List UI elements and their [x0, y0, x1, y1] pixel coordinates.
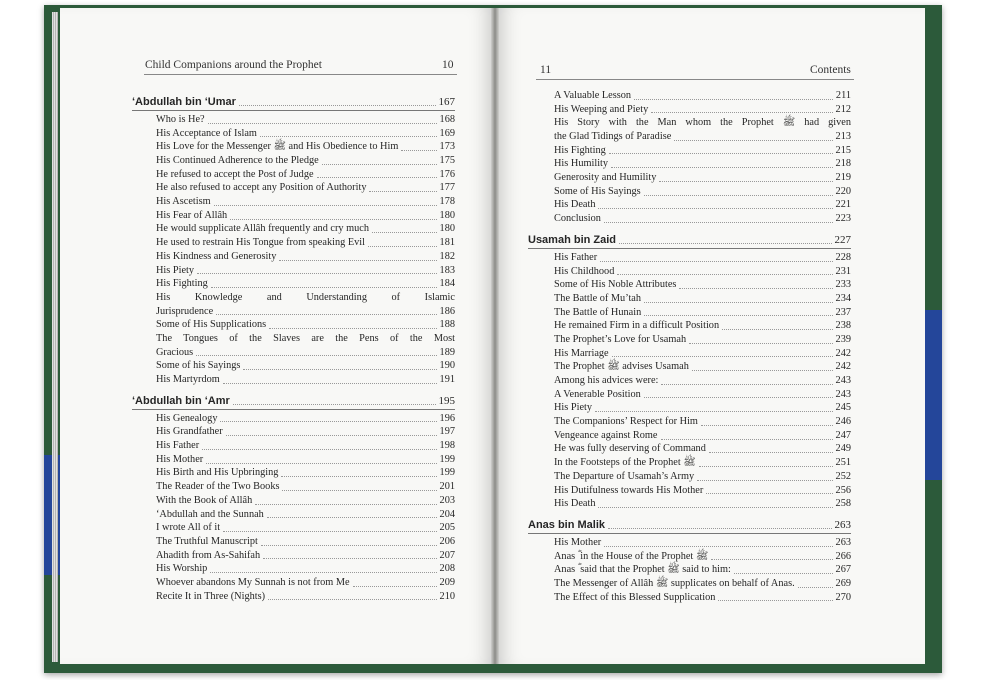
entry-title: With the Book of Allâh — [156, 494, 253, 506]
dot-leader — [261, 545, 437, 546]
cover-band — [922, 310, 942, 480]
toc-entry — [528, 347, 851, 361]
entry-title: His Continued Adherence to the Pledge — [156, 155, 319, 167]
dot-leader — [600, 261, 832, 262]
entry-title-line: His Knowledge and Understanding of Islamic — [156, 291, 455, 303]
dot-leader — [197, 273, 437, 274]
dot-leader — [692, 370, 833, 371]
toc-entry — [528, 157, 851, 171]
entry-page: 198 — [439, 440, 455, 452]
toc-column-right — [528, 89, 851, 604]
entry-title: ‘Abdullah and the Sunnah — [156, 508, 264, 520]
entry-title: His Grandfather — [156, 426, 223, 438]
entry-page: 190 — [439, 360, 455, 372]
toc-entry — [132, 549, 455, 563]
entry-page: 197 — [439, 426, 455, 438]
entry-page: 196 — [439, 412, 455, 424]
dot-leader — [644, 397, 833, 398]
toc-entry — [132, 535, 455, 549]
toc-entry — [132, 305, 455, 319]
dot-leader — [267, 517, 437, 518]
dot-leader — [255, 504, 436, 505]
toc-entry — [528, 563, 851, 577]
entry-page: 233 — [835, 279, 851, 291]
entry-page: 231 — [835, 265, 851, 277]
entry-title: Anas ؓ in the House of the Prophet ﷺ — [554, 550, 709, 562]
dot-leader — [196, 355, 436, 356]
toc-entry — [132, 346, 455, 360]
toc-column-left — [132, 88, 455, 603]
toc-entry — [528, 306, 851, 320]
dot-leader — [617, 274, 832, 275]
entry-title: His Weeping and Piety — [554, 103, 649, 115]
dot-leader — [644, 195, 833, 196]
page-number: 10 — [442, 59, 454, 71]
dot-leader — [674, 140, 832, 141]
entry-title: His Fighting — [156, 278, 208, 290]
toc-entry — [528, 171, 851, 185]
entry-page: 242 — [835, 347, 851, 359]
entry-title: The Messenger of Allâh ﷺ supplicates on behalf of Anas. — [554, 577, 795, 589]
toc-entry — [528, 185, 851, 199]
dot-leader — [609, 153, 833, 154]
dot-leader — [651, 112, 832, 113]
dot-leader — [279, 260, 436, 261]
dot-leader — [401, 150, 436, 151]
entry-page: 199 — [439, 453, 455, 465]
entry-title: His Worship — [156, 563, 208, 575]
dot-leader — [372, 232, 437, 233]
entry-title: Conclusion — [554, 213, 601, 225]
toc-entry — [132, 576, 455, 590]
entry-title: His Death — [554, 199, 596, 211]
dot-leader — [598, 507, 832, 508]
entry-page: 213 — [835, 131, 851, 143]
entry-title: Some of his Sayings — [156, 360, 241, 372]
dot-leader — [317, 177, 437, 178]
entry-title: The Battle of Hunain — [554, 306, 642, 318]
dot-leader — [230, 219, 436, 220]
entry-page: 219 — [835, 172, 851, 184]
dot-leader — [718, 600, 832, 601]
entry-page: 245 — [835, 402, 851, 414]
entry-page: 243 — [835, 388, 851, 400]
entry-page: 220 — [835, 185, 851, 197]
entry-page: 234 — [835, 292, 851, 304]
dot-leader — [223, 531, 436, 532]
entry-title: His Father — [554, 251, 598, 263]
entry-page: 252 — [835, 470, 851, 482]
toc-entry — [132, 480, 455, 494]
entry-title: Gracious — [156, 346, 194, 358]
dot-leader — [595, 411, 833, 412]
dot-leader — [706, 493, 832, 494]
entry-page: 207 — [439, 549, 455, 561]
entry-page: 247 — [835, 429, 851, 441]
dot-leader — [353, 586, 437, 587]
entry-page: 206 — [439, 535, 455, 547]
toc-entry — [528, 251, 851, 265]
entry-title: His Genealogy — [156, 412, 218, 424]
toc-entry — [132, 318, 455, 332]
entry-page: 205 — [439, 522, 455, 534]
toc-entry — [132, 223, 455, 237]
dot-leader — [206, 463, 436, 464]
entry-title: He was fully deserving of Command — [554, 443, 706, 455]
entry-page: 180 — [439, 209, 455, 221]
dot-leader — [210, 572, 436, 573]
dot-leader — [369, 191, 436, 192]
entry-page: 180 — [439, 223, 455, 235]
toc-entry — [528, 212, 851, 226]
entry-page: 181 — [439, 237, 455, 249]
dot-leader — [604, 222, 833, 223]
entry-page: 242 — [835, 361, 851, 373]
dot-leader — [608, 528, 831, 529]
toc-entry — [528, 360, 851, 374]
dot-leader — [260, 136, 437, 137]
toc-entry — [528, 443, 851, 457]
toc-entry — [132, 412, 455, 426]
entry-title: His Kindness and Generosity — [156, 250, 277, 262]
entry-page: 246 — [835, 416, 851, 428]
dot-leader — [211, 287, 437, 288]
entry-title: His Fear of Allâh — [156, 209, 228, 221]
entry-page: 212 — [835, 103, 851, 115]
dot-leader — [223, 383, 437, 384]
dot-leader — [281, 476, 436, 477]
toc-entry — [528, 550, 851, 564]
toc-entry — [528, 103, 851, 117]
entry-page: 173 — [439, 141, 455, 153]
entry-title: The Reader of the Two Books — [156, 481, 280, 493]
entry-page: 178 — [439, 196, 455, 208]
entry-title: Jurisprudence — [156, 305, 214, 317]
dot-leader — [619, 243, 831, 244]
entry-page: 256 — [835, 484, 851, 496]
entry-page: 188 — [439, 319, 455, 331]
entry-page: 251 — [835, 457, 851, 469]
chapter-title: Usamah bin Zaid — [528, 233, 617, 246]
dot-leader — [220, 421, 436, 422]
entry-title: The Battle of Mu’tah — [554, 292, 642, 304]
entry-page: 184 — [439, 278, 455, 290]
dot-leader — [644, 315, 832, 316]
entry-title: Some of His Supplications — [156, 319, 267, 331]
entry-page: 228 — [835, 251, 851, 263]
toc-entry — [132, 168, 455, 182]
entry-title: I wrote All of it — [156, 522, 221, 534]
toc-entry — [528, 89, 851, 103]
toc-entry — [132, 373, 455, 387]
dot-leader — [699, 466, 833, 467]
toc-entry — [528, 591, 851, 605]
chapter-heading — [132, 94, 455, 111]
chapter-heading — [528, 232, 851, 249]
chapter-heading — [132, 393, 455, 410]
chapter-page: 263 — [834, 518, 851, 531]
entry-page: 176 — [439, 168, 455, 180]
entry-title: The Prophet ﷺ advises Usamah — [554, 361, 689, 373]
header-rule — [536, 79, 854, 80]
dot-leader — [612, 356, 833, 357]
entry-page: 199 — [439, 467, 455, 479]
entry-page: 168 — [439, 113, 455, 125]
entry-page: 267 — [835, 564, 851, 576]
entry-page: 218 — [835, 158, 851, 170]
entry-page: 269 — [835, 577, 851, 589]
toc-entry — [528, 333, 851, 347]
entry-title: Generosity and Humility — [554, 172, 657, 184]
entry-page: 249 — [835, 443, 851, 455]
running-title: Contents — [810, 64, 851, 76]
running-title: Child Companions around the Prophet — [145, 59, 322, 71]
entry-title: His Father — [156, 440, 200, 452]
chapter-title: Anas bin Malik — [528, 518, 606, 531]
toc-entry — [132, 140, 455, 154]
chapter-page: 227 — [834, 233, 851, 246]
dot-leader — [604, 546, 832, 547]
entry-title: the Glad Tidings of Paradise — [554, 131, 672, 143]
toc-entry — [528, 292, 851, 306]
entry-page: 189 — [439, 346, 455, 358]
toc-entry — [528, 319, 851, 333]
entry-title: He also refused to accept any Position of Authority — [156, 182, 367, 194]
toc-entry — [132, 209, 455, 223]
dot-leader — [202, 449, 436, 450]
entry-page: 203 — [439, 494, 455, 506]
entry-title: Anas ؓ said that the Prophet ﷺ said to him: — [554, 564, 731, 576]
chapter-heading — [528, 517, 851, 534]
entry-page: 177 — [439, 182, 455, 194]
entry-page: 210 — [439, 590, 455, 602]
toc-entry — [132, 494, 455, 508]
chapter-title: ‘Abdullah bin ‘Umar — [132, 96, 236, 108]
toc-entry — [132, 236, 455, 250]
toc-entry — [132, 277, 455, 291]
book-gutter — [491, 8, 499, 664]
entry-title: The Effect of this Blessed Supplication — [554, 591, 716, 603]
toc-entry — [132, 453, 455, 467]
dot-leader — [634, 99, 833, 100]
dot-leader — [711, 559, 832, 560]
toc-entry — [528, 415, 851, 429]
entry-title: His Dutifulness towards His Mother — [554, 484, 704, 496]
dot-leader — [282, 490, 436, 491]
entry-page: 175 — [439, 155, 455, 167]
entry-title: Who is He? — [156, 113, 205, 125]
toc-entry — [132, 127, 455, 141]
toc-entry — [528, 484, 851, 498]
dot-leader — [233, 404, 436, 405]
toc-entry — [132, 113, 455, 127]
toc-entry — [132, 467, 455, 481]
toc-entry — [528, 130, 851, 144]
entry-title-line: His Story with the Man whom the Prophet ﷺ had given — [554, 117, 851, 129]
dot-leader — [598, 208, 832, 209]
entry-title: He refused to accept the Post of Judge — [156, 168, 314, 180]
entry-page: 201 — [439, 481, 455, 493]
page-edges — [52, 12, 58, 662]
toc-entry — [132, 521, 455, 535]
toc-entry — [528, 144, 851, 158]
dot-leader — [644, 302, 833, 303]
dot-leader — [734, 573, 833, 574]
dot-leader — [661, 439, 833, 440]
dot-leader — [243, 369, 436, 370]
toc-entry — [528, 265, 851, 279]
entry-title: His Martyrdom — [156, 374, 220, 386]
entry-title: He used to restrain His Tongue from speaking Evil — [156, 237, 365, 249]
toc-entry — [132, 590, 455, 604]
toc-entry — [132, 439, 455, 453]
entry-page: 243 — [835, 375, 851, 387]
entry-page: 191 — [439, 374, 455, 386]
entry-title: The Truthful Manuscript — [156, 535, 258, 547]
toc-entry — [132, 154, 455, 168]
dot-leader — [208, 123, 437, 124]
entry-title: His Mother — [554, 536, 602, 548]
dot-leader — [269, 328, 436, 329]
entry-title: His Love for the Messenger ﷺ and His Obedience to Him — [156, 141, 399, 153]
dot-leader — [701, 425, 833, 426]
entry-title: His Death — [554, 498, 596, 510]
entry-page: 263 — [835, 536, 851, 548]
toc-entry — [528, 199, 851, 213]
entry-title: He would supplicate Allâh frequently and cry much — [156, 223, 370, 235]
toc-entry — [528, 456, 851, 470]
dot-leader — [216, 314, 436, 315]
dot-leader — [611, 167, 832, 168]
entry-title: The Companions’ Respect for Him — [554, 416, 698, 428]
dot-leader — [226, 435, 437, 436]
entry-title: Some of His Sayings — [554, 185, 641, 197]
chapter-title: ‘Abdullah bin ‘Amr — [132, 394, 230, 407]
chapter-page: 195 — [438, 394, 455, 407]
entry-page: 223 — [835, 213, 851, 225]
entry-title: Among his advices were: — [554, 375, 659, 387]
entry-title: The Prophet’s Love for Usamah — [554, 333, 687, 345]
entry-title: His Childhood — [554, 265, 615, 277]
entry-title: His Fighting — [554, 144, 606, 156]
dot-leader — [263, 558, 436, 559]
entry-title: His Mother — [156, 453, 204, 465]
toc-entry — [528, 374, 851, 388]
toc-entry — [132, 359, 455, 373]
dot-leader — [239, 105, 436, 106]
entry-title: His Piety — [156, 264, 195, 276]
entry-page: 270 — [835, 591, 851, 603]
entry-title: His Piety — [554, 402, 593, 414]
dot-leader — [679, 288, 832, 289]
entry-page: 211 — [835, 89, 851, 101]
entry-title: He remained Firm in a difficult Position — [554, 320, 720, 332]
entry-title: A Venerable Position — [554, 388, 641, 400]
dot-leader — [268, 599, 437, 600]
entry-title: In the Footsteps of the Prophet ﷺ — [554, 457, 696, 469]
header-rule — [144, 74, 457, 75]
chapter-page: 167 — [438, 96, 455, 108]
entry-title: A Valuable Lesson — [554, 89, 632, 101]
toc-entry — [132, 195, 455, 209]
entry-title: His Humility — [554, 158, 609, 170]
entry-title: His Marriage — [554, 347, 609, 359]
dot-leader — [661, 384, 832, 385]
entry-title: Ahadith from As-Sahifah — [156, 549, 261, 561]
entry-title: His Ascetism — [156, 196, 211, 208]
toc-entry — [528, 401, 851, 415]
entry-title: Vengeance against Rome — [554, 429, 658, 441]
toc-entry — [132, 181, 455, 195]
entry-page: 208 — [439, 563, 455, 575]
toc-entry — [528, 388, 851, 402]
toc-entry — [132, 562, 455, 576]
dot-leader — [722, 329, 832, 330]
dot-leader — [689, 343, 832, 344]
dot-leader — [697, 480, 832, 481]
entry-page: 237 — [835, 306, 851, 318]
entry-page: 215 — [835, 144, 851, 156]
toc-entry — [528, 536, 851, 550]
entry-page: 183 — [439, 264, 455, 276]
page-number: 11 — [540, 64, 552, 76]
entry-page: 169 — [439, 127, 455, 139]
toc-entry — [528, 497, 851, 511]
entry-title: His Acceptance of Islam — [156, 127, 257, 139]
dot-leader — [659, 181, 832, 182]
dot-leader — [368, 246, 437, 247]
dot-leader — [214, 205, 437, 206]
dot-leader — [709, 452, 833, 453]
entry-page: 258 — [835, 498, 851, 510]
entry-page: 186 — [439, 305, 455, 317]
entry-title: Some of His Noble Attributes — [554, 279, 677, 291]
entry-title: His Birth and His Upbringing — [156, 467, 279, 479]
entry-page: 221 — [835, 199, 851, 211]
toc-entry — [528, 278, 851, 292]
toc-entry — [132, 250, 455, 264]
toc-entry — [132, 425, 455, 439]
dot-leader — [798, 587, 833, 588]
toc-entry — [528, 577, 851, 591]
entry-title: Whoever abandons My Sunnah is not from Me — [156, 576, 350, 588]
toc-entry — [528, 470, 851, 484]
dot-leader — [322, 164, 437, 165]
entry-page: 182 — [439, 250, 455, 262]
toc-entry — [132, 264, 455, 278]
toc-entry — [132, 508, 455, 522]
entry-page: 239 — [835, 333, 851, 345]
entry-title-line: The Tongues of the Slaves are the Pens of the Most — [156, 333, 455, 344]
entry-title: Recite It in Three (Nights) — [156, 590, 266, 602]
entry-page: 266 — [835, 550, 851, 562]
entry-page: 209 — [439, 576, 455, 588]
entry-page: 238 — [835, 320, 851, 332]
entry-page: 204 — [439, 508, 455, 520]
toc-entry — [528, 429, 851, 443]
entry-title: The Departure of Usamah’s Army — [554, 470, 695, 482]
